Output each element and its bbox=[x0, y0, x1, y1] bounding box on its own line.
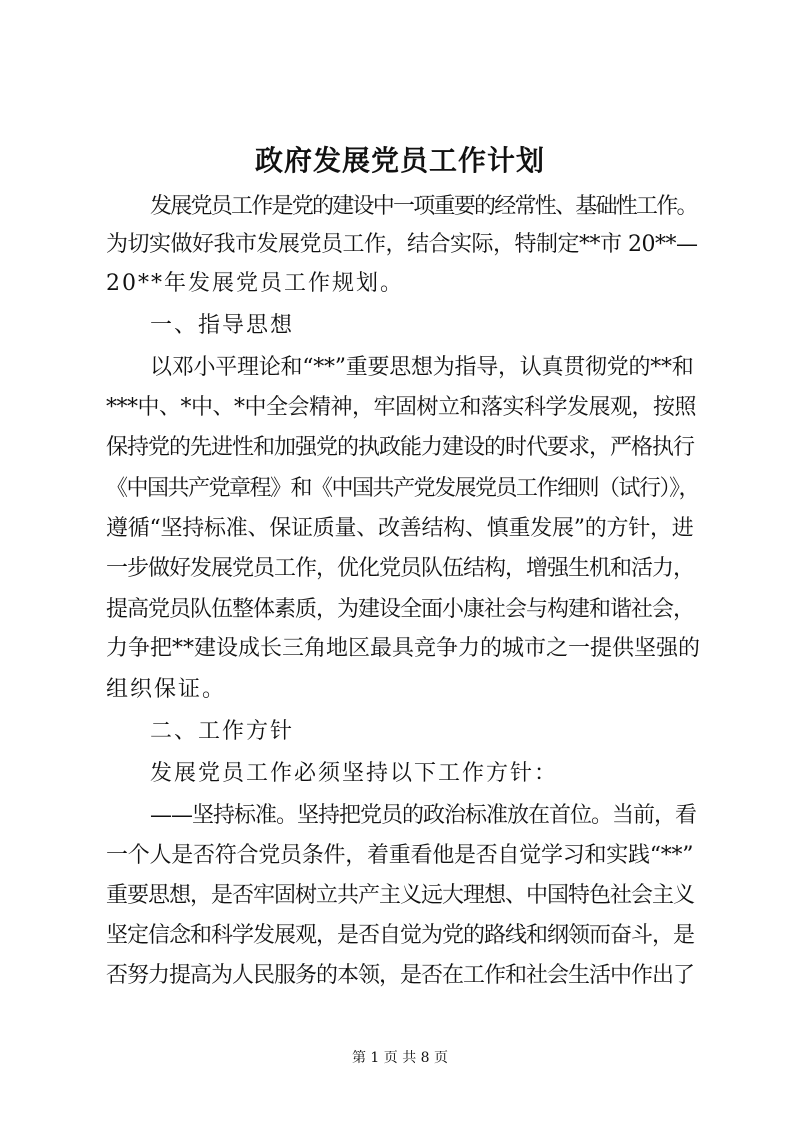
page-number-footer: 第 1 页 共 8 页 bbox=[351, 1050, 449, 1066]
paragraph-line: 坚定信念和科学发展观，是否自觉为党的路线和纲领而奋斗，是 bbox=[106, 923, 695, 948]
paragraph-line: 否努力提高为人民服务的本领，是否在工作和社会生活中作出了 bbox=[106, 963, 695, 988]
section-heading: 一、指导思想 bbox=[150, 313, 295, 338]
paragraph-line: 20**年发展党员工作规划。 bbox=[106, 271, 404, 296]
paragraph-line: ***中、*中、*中全会精神，牢固树立和落实科学发展观，按照 bbox=[106, 395, 697, 420]
paragraph-line: 遵循“坚持标准、保证质量、改善结构、慎重发展”的方针，进 bbox=[106, 516, 694, 541]
paragraph-line: 一步做好发展党员工作，优化党员队伍结构，增强生机和活力， bbox=[106, 556, 695, 581]
paragraph-line: 发展党员工作是党的建设中一项重要的经常性、基础性工作。 bbox=[150, 194, 697, 219]
paragraph-line: 以邓小平理论和“**”重要思想为指导，认真贯彻党的**和 bbox=[150, 355, 694, 380]
section-heading: 二、工作方针 bbox=[150, 719, 295, 744]
paragraph-line: 发展党员工作必须坚持以下工作方针： bbox=[150, 761, 559, 786]
paragraph-line: 一个人是否符合党员条件，着重看他是否自觉学习和实践“**” bbox=[106, 843, 694, 868]
paragraph-line: 提高党员队伍整体素质，为建设全面小康社会与构建和谐社会， bbox=[106, 597, 695, 622]
paragraph-line: 为切实做好我市发展党员工作，结合实际，特制定**市 20**— bbox=[106, 232, 698, 257]
paragraph-line: ——坚持标准。坚持把党员的政治标准放在首位。当前，看 bbox=[150, 803, 697, 828]
paragraph-line: 重要思想，是否牢固树立共产主义远大理想、中国特色社会主义 bbox=[106, 883, 695, 908]
paragraph-line: 组织保证。 bbox=[106, 677, 227, 702]
document-title: 政府发展党员工作计划 bbox=[254, 144, 545, 177]
paragraph-line: 保持党的先进性和加强党的执政能力建设的时代要求，严格执行 bbox=[106, 435, 695, 460]
paragraph-line: 力争把**建设成长三角地区最具竞争力的城市之一提供坚强的 bbox=[106, 636, 701, 661]
paragraph-line: 《中国共产党章程》和《中国共产党发展党员工作细则（试行）》， bbox=[106, 476, 700, 501]
